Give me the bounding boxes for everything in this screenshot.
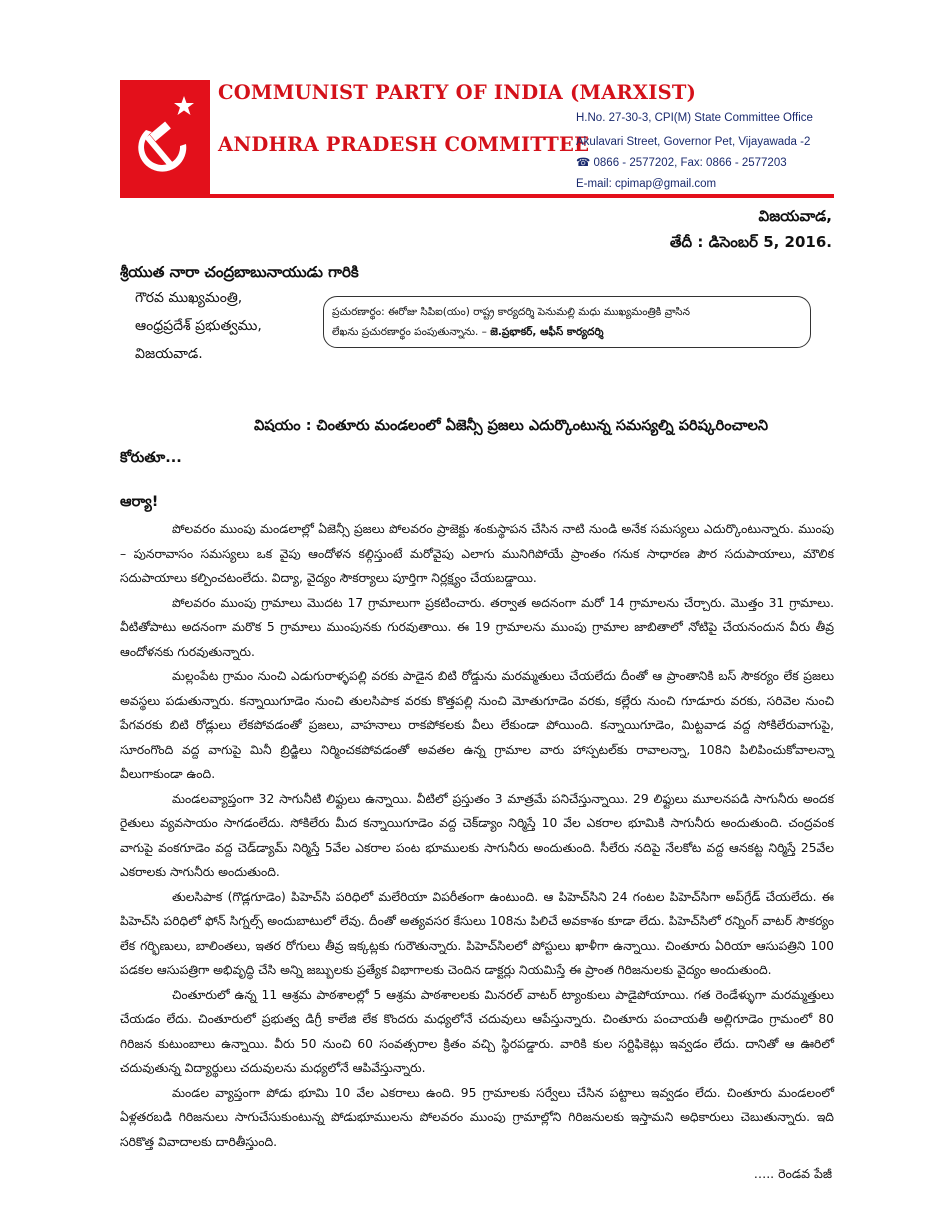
body-paragraph: చింతూరులో ఉన్న 11 ఆశ్రమ పాఠశాలల్లో 5 ఆశ్రమ పాఠశాలలకు మినరల్ వాటర్ ట్యాంకులు పాడైపోయాయి. గత రెండేళ్ళుగా మరమ్మత్తులు చేయడం లేదు. చింతూరులో ప్రభుత్వ డిగ్రీ కాలేజి లేక కొందరు మధ్యలోనే చదువులు ఆపేస్తున్నారు. చింతూరు పంచాయతీ అల్లిగూడెం గ్రామంలో 80 గిరిజన కుటుంబాలు ఉన్నాయి. వీరు 50 నుంచి 60 సంవత్సరాల క్రితం వచ్చి స్థిరపడ్డారు. వారికి కుల సర్టిఫికెట్లు ఇవ్వడం లేదు. దానితో ఆ ఊరిలో చదువుతున్న విద్యార్థులు చదువులను మధ్యలోనే ఆపివేస్తున్నారు.: [120, 987, 834, 1075]
body-paragraph: పోలవరం ముంపు మండలాల్లో ఏజెన్సీ ప్రజలు పోలవరం ప్రాజెక్టు శంకుస్థాపన చేసిన నాటి నుండి అనేక సమస్యలు ఎదుర్కొంటున్నారు. ముంపు – పునరావాసం సమస్యలు ఒక వైపు ఆందోళన కల్గిస్తుంటే మరోవైపు ఎలాగు మునిగిపోయే ప్రాంతం గనుక సాధారణ పౌర సదుపాయాలు, మౌలిక సదుపాయాలు కల్పించటంలేదు. విద్యా, వైద్యం సౌకర్యాలు పూర్తిగా నిర్లక్ష్యం చేయబడ్డాయి.: [120, 522, 834, 585]
press-note-label: ప్రచురణార్థం:: [332, 306, 385, 318]
press-note-role: ఆఫీస్ కార్యదర్శి: [536, 326, 604, 338]
committee-name: ANDHRA PRADESH COMMITTEE: [218, 133, 590, 156]
phone-fax-line: ☎ 0866 - 2577202, Fax: 0866 - 2577203: [576, 157, 787, 169]
office-address-line: H.No. 27-30-3, CPI(M) State Committee Office: [576, 112, 813, 124]
subject-line-2: కోరుతూ...: [120, 450, 182, 466]
letter-date: తేదీ : డిసెంబర్ 5, 2016.: [669, 233, 832, 251]
press-note-signatory: జె.ప్రభాకర్,: [490, 326, 537, 338]
body-paragraph: మల్లంపేట గ్రామం నుంచి ఎడుగురాళ్ళపల్లి వరకు పాడైన బిటి రోడ్డును మరమ్మతులు చేయలేదు దీంతో ఆ ప్రాంతానికి బస్ సౌకర్యం లేక ప్రజలు అవస్థలు పడుతున్నారు. కన్నాయిగూడెం నుంచి తులసిపాక వరకు కొత్తపల్లి నుంచి మోతుగూడెం వరకు, కల్లేరు నుంచి గూడూరు వరకు, సరివెల నుంచి పేగవరకు బిటి రోడ్లులు లేకపోవడంతో ప్రజలు, వాహనాలు రాకపోకలకు వీలు లేకుండా పోయింది. కన్నాయిగూడెం, మిట్టవాడ వద్ద సోకిలేరువాగుపై, సూరంగొంది వద్ద వాగుపై మినీ బ్రిడ్జిలు నిర్మించకపోవడంతో అవతల ఉన్న గ్రామాల వారు హాస్పటల్‌కు రావాలన్నా, 108ని పిలిపించుకోవాలన్నా వీలుగాకుండా ఉంది.: [120, 669, 834, 781]
party-logo: [120, 80, 210, 196]
party-name: COMMUNIST PARTY OF INDIA (MARXIST): [218, 81, 696, 104]
body-paragraph: మండల వ్యాప్తంగా పోడు భూమి 10 వేల ఎకరాలు ఉంది. 95 గ్రామాలకు సర్వేలు చేసిన పట్టాలు ఇవ్వడం లేదు. చింతూరు మండలంలో ఏళ్లతరబడి గిరిజనులు సాగుచేసుకుంటున్న పోడుభూములను పోలవరం ముంపు గ్రామాల్లోని గిరిజనులకు ఇస్తామని అధికారులు చెబుతున్నారు. ఇది సరికొత్త వివాదాలకు దారితీస్తుంది.: [120, 1085, 834, 1149]
continued-page-note: ….. రెండవ పేజీ: [753, 1166, 832, 1181]
addressee-designation: గౌరవ ముఖ్యమంత్రి,: [135, 290, 243, 306]
email-line: E-mail: cpimap@gmail.com: [576, 178, 717, 190]
press-note-line1: ప్రచురణార్థం: ఈరోజు సిపిఐ(యం) రాష్ట్ర కార్యదర్శి పెనుమల్లి మధు ముఖ్యమంత్రికి వ్రాసిన: [332, 306, 691, 318]
letter-place: విజయవాడ,: [758, 207, 832, 225]
subject-line-1: విషయం : చింతూరు మండలంలో ఏజెన్సీ ప్రజలు ఎదుర్కొంటున్న సమస్యల్ని పరిష్కరించాలని: [254, 418, 769, 434]
body-paragraph: మండలవ్యాప్తంగా 32 సాగునీటి లిఫ్టులు ఉన్నాయి. వీటిలో ప్రస్తుతం 3 మాత్రమే పనిచేస్తున్నాయి. 29 లిఫ్టులు మూలనపడి సాగునీరు అందక రైతులు వ్యవసాయం సాగడంలేదు. సోకిలేరు మీద కన్నాయిగూడెం వద్ద చెక్‌డ్యాం నిర్మిస్తే 10 వేల ఎకరాల భూమికి సాగునీరు అందుతుంది. చంద్రవంక వాగుపై వంకగూడెం వద్ద చెడ్‌డ్యామ్ నిర్మిస్తే 5వేల ఎకరాల పంట భూములకు సాగునీరు అందుతుంది. సీలేరు నదిపై నేలకోట వద్ద ఆనకట్ట నిర్మిస్తే 25వేల ఎకరాలకు సాగునీరు అందుతుంది.: [120, 791, 834, 879]
hammer-sickle-star-icon: [128, 94, 202, 184]
addressee-government: ఆంధ్రప్రదేశ్ ప్రభుత్వము,: [135, 318, 262, 334]
salutation: ఆర్యా!: [120, 494, 159, 510]
letter-body: [120, 517, 834, 1154]
body-paragraph: తులసిపాక (గొడ్లగూడెం) పిహెచ్‌సి పరిధిలో మలేరియా విపరీతంగా ఉంటుంది. ఆ పిహెచ్‌సిని 24 గంటల పిహెచ్‌సిగా అప్‌గ్రేడ్ చేయలేదు. ఈ పిహెచ్‌సి పరిధిలో ఫోన్ సిగ్నల్స్ అందుబాటులో లేవు. దీంతో అత్యవసర కేసులు 108ను పిలిచే అవకాశం కూడా లేదు. పిహెచ్‌సిలో రన్నింగ్ వాటర్ సౌకర్యం లేక గర్భిణులు, బాలింతలు, ఇతర రోగులు తీవ్ర ఇక్కట్లకు గురౌతున్నారు. పిహెచ్‌సిలలో పోస్టులు ఖాళీగా ఉన్నాయి. చింతూరు ఏరియా ఆసుపత్రిని 100 పడకల ఆసుపత్రిగా అభివృద్ధి చేసి అన్ని జబ్బులకు ప్రత్యేక విభాగాలకు చెందిన డాక్టర్లు నియమిస్తే ఈ ప్రాంత గిరిజనులకు వైద్యం అందుతుంది.: [120, 889, 834, 977]
press-note-line2: లేఖను ప్రచురణార్థం పంపుతున్నాను. – జె.ప్రభాకర్, ఆఫీస్ కార్యదర్శి: [332, 326, 604, 338]
addressee-city: విజయవాడ.: [135, 346, 203, 362]
letterhead-divider: [120, 194, 834, 198]
office-address-line: Akulavari Street, Governor Pet, Vijayawada -2: [576, 136, 811, 148]
body-paragraph: పోలవరం ముంపు గ్రామాలు మొదట 17 గ్రామాలుగా ప్రకటించారు. తర్వాత అదనంగా మరో 14 గ్రామాలను చేర్చారు. మొత్తం 31 గ్రామాలు. వీటితోపాటు అదనంగా మరొక 5 గ్రామాలు ముంపునకు గురవుతాయి. ఈ 19 గ్రామాలను ముంపు గ్రామాల జాబితాలో నోటిపై చేయనందున వీరు తీవ్ర ఆందోళనకు గురవుతున్నారు.: [120, 595, 834, 659]
addressee-name: శ్రీయుత నారా చంద్రబాబునాయుడు గారికి: [120, 263, 359, 281]
press-note-box: [323, 296, 811, 348]
